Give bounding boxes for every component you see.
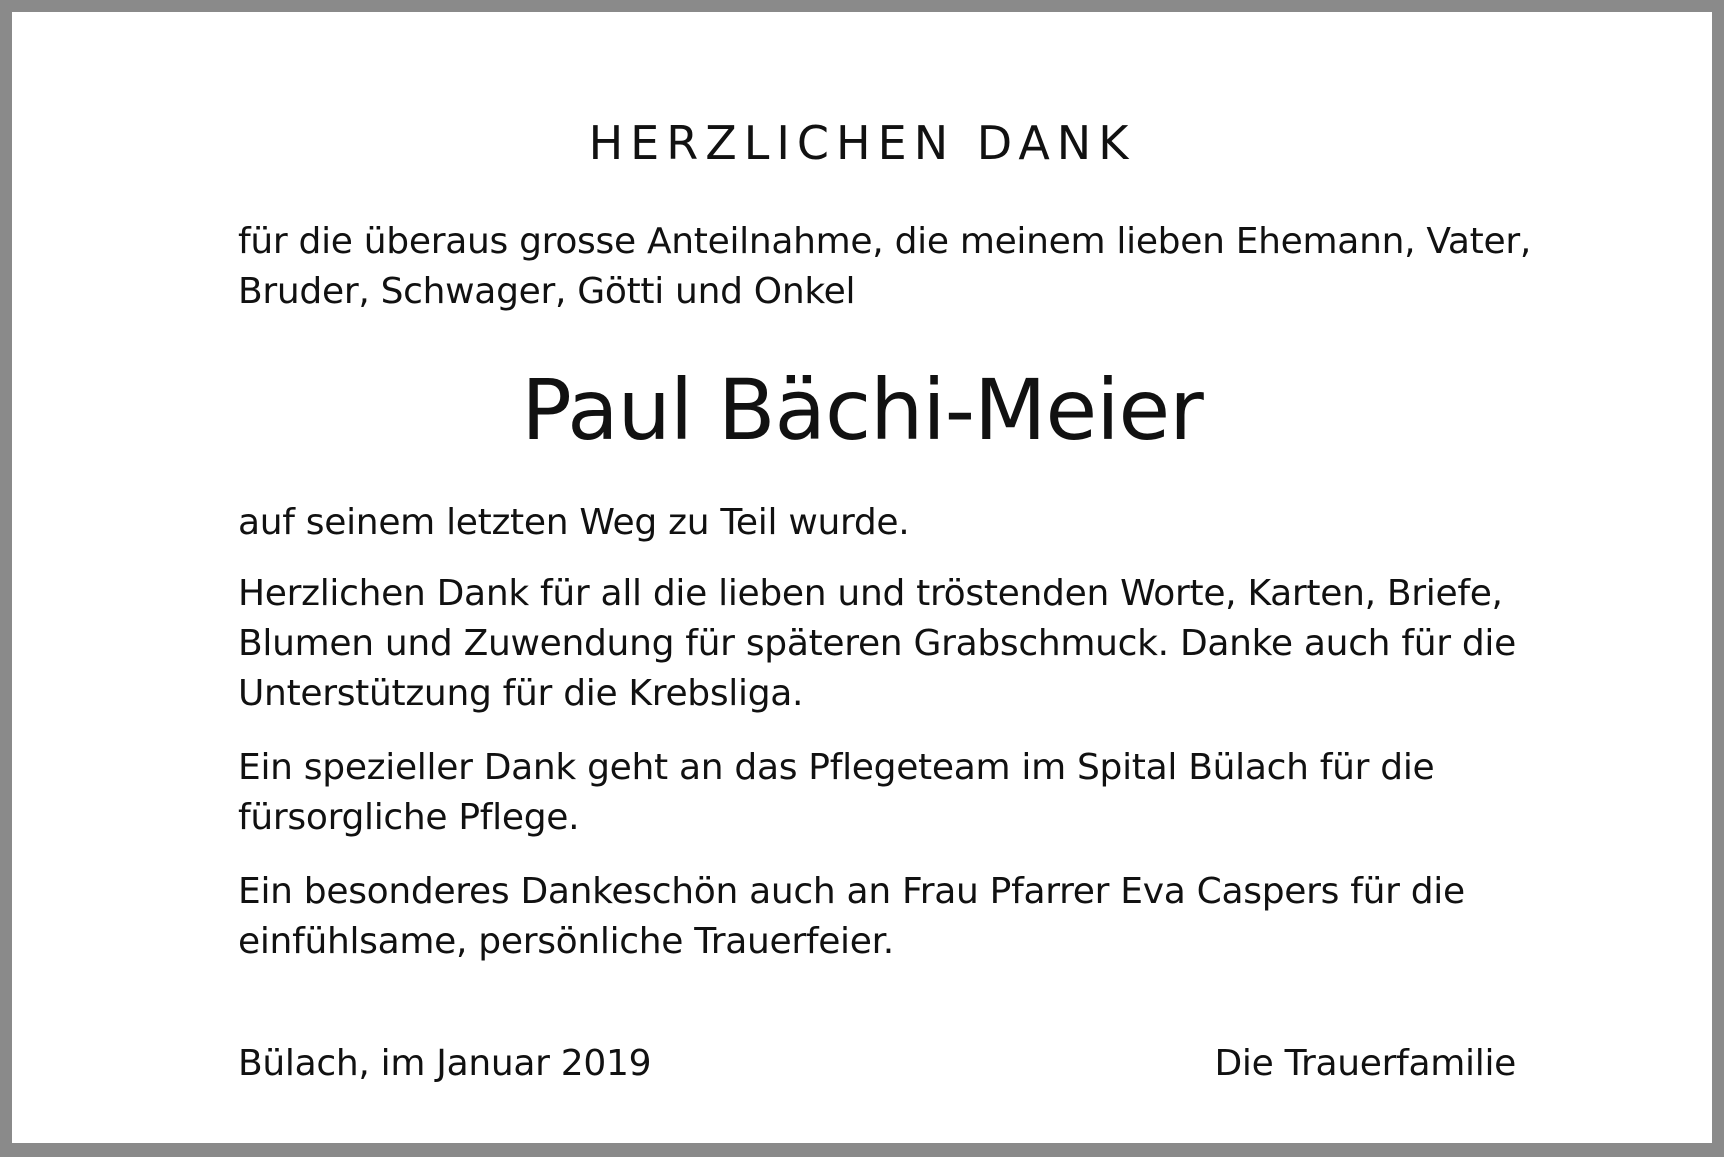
intro-text: für die überaus grosse Anteilnahme, die meinem lieben Ehemann, Vater, Bruder, Schwager, Götti und Onkel	[238, 221, 1531, 312]
paragraph-thanks-condolences: Herzlichen Dank für all die lieben und tröstenden Worte, Karten, Briefe, Blumen und Zuwendung für späteren Grabschmuck. Danke auch für die Unterstützung für die Krebsliga.	[238, 573, 1516, 714]
paragraph-thanks-pastor: Ein besonderes Dankeschön auch an Frau Pfarrer Eva Caspers für die einfühlsame, persönliche Trauerfeier.	[238, 871, 1465, 962]
notice-heading: HERZLICHEN DANK	[588, 116, 1136, 170]
deceased-name: Paul Bächi-Meier	[521, 361, 1203, 459]
paragraph-last-journey: auf seinem letzten Weg zu Teil wurde.	[238, 502, 910, 543]
obituary-notice-card	[12, 12, 1712, 1143]
paragraph-thanks-care-team: Ein spezieller Dank geht an das Pflegeteam im Spital Bülach für die fürsorgliche Pflege.	[238, 747, 1435, 838]
signature: Die Trauerfamilie	[1214, 1043, 1516, 1084]
place-and-date: Bülach, im Januar 2019	[238, 1043, 652, 1084]
